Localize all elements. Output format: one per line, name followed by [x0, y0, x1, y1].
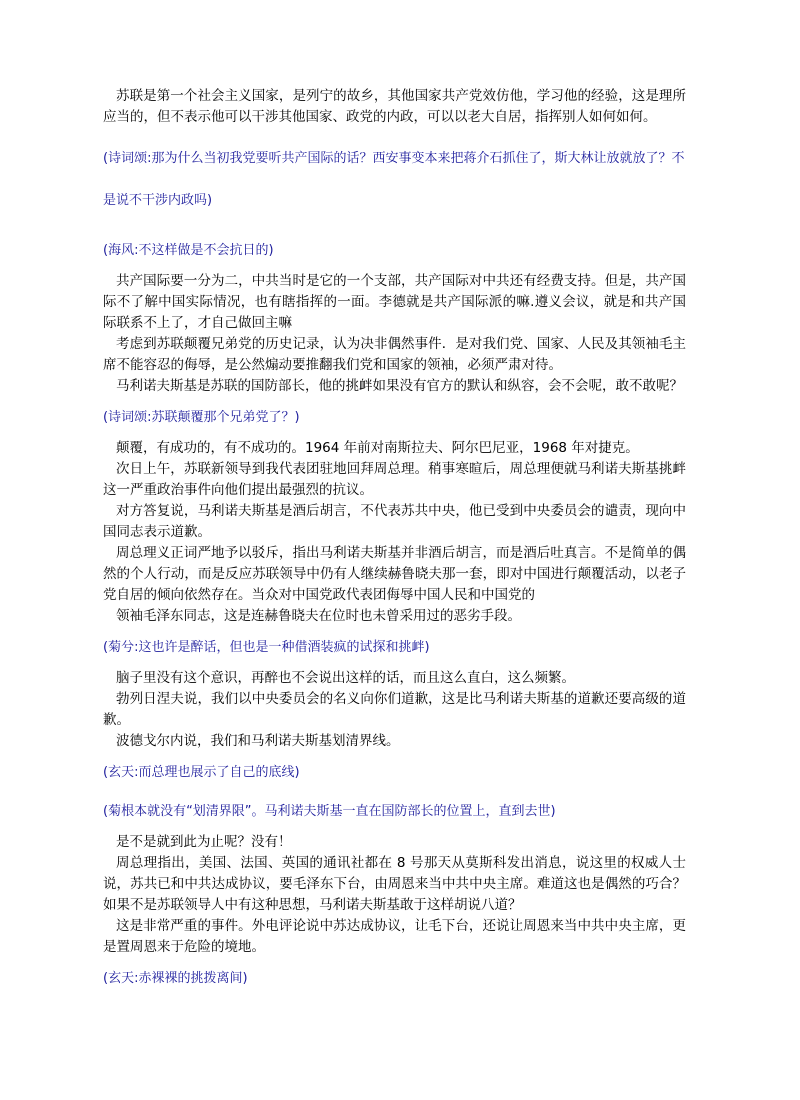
comment-ju: (菊根本就没有“划清界限”。马利诺夫斯基一直在国防部长的位置上，直到去世)	[103, 804, 556, 819]
comment-haifeng: (海风:不这样做是不会抗日的)	[103, 243, 274, 258]
comment-juxi: (菊兮:这也许是醉话，但也是一种借酒装疯的试探和挑衅)	[103, 640, 430, 655]
paragraph-7: 对方答复说，马利诺夫斯基是酒后胡言，不代表苏共中央，他已受到中央委员会的谴责，现向中国同志表示道歉。	[103, 503, 686, 540]
paragraph-9: 领袖毛泽东同志，这是连赫鲁晓夫在位时也未曾采用过的恶劣手段。	[116, 608, 521, 624]
paragraph-15: 这是非常严重的事件。外电评论说中苏达成协议，让毛下台，还说让周恩来当中共中央主席，更是置周恩来于危险的境地。	[103, 918, 686, 955]
paragraph-14: 周总理指出，美国、法国、英国的通讯社都在 8 号那天从莫斯科发出消息，说这里的权威人士说，苏共已和中共达成协议，要毛泽东下台，由周恩来当中共中央主席。难道这也是偶然的巧合？如果不是苏联领导人中有这种思想，马利诺夫斯基敢于这样胡说八道？	[103, 855, 686, 913]
comment-shicisong-2: (诗词颂:苏联颠覆那个兄弟党了？)	[103, 410, 300, 425]
paragraph-2: 共产国际要一分为二，中共当时是它的一个支部，共产国际对中共还有经费支持。但是，共产国际不了解中国实际情况，也有瞎指挥的一面。李德就是共产国际派的嘛.遵义会议，就是和共产国际联系不上了，才自己做回主嘛	[103, 273, 686, 331]
paragraph-6: 次日上午，苏联新领导到我代表团驻地回拜周总理。稍事寒暄后，周总理便就马利诺夫斯基挑衅这一严重政治事件向他们提出最强烈的抗议。	[103, 461, 686, 498]
comment-xuantian-1: (玄天:而总理也展示了自己的底线)	[103, 765, 300, 780]
paragraph-10: 脑子里没有这个意识，再醉也不会说出这样的话，而且这么直白，这么频繁。	[116, 670, 575, 686]
paragraph-13: 是不是就到此为止呢？没有！	[116, 834, 292, 850]
paragraph-5: 颠覆，有成功的，有不成功的。1964 年前对南斯拉夫、阿尔巴尼亚，1968 年对捷克。	[116, 440, 639, 456]
paragraph-3: 考虑到苏联颠覆兄弟党的历史记录，认为决非偶然事件．是对我们党、国家、人民及其领袖毛主席不能容忍的侮辱，是公然煽动要推翻我们党和国家的领袖，必须严肃对待。	[103, 336, 686, 373]
comment-xuantian-2: (玄天:赤裸裸的挑拨离间)	[103, 971, 248, 986]
paragraph-4: 马利诺夫斯基是苏联的国防部长，他的挑衅如果没有官方的默认和纵容，会不会呢，敢不敢呢？	[116, 378, 683, 394]
paragraph-1: 苏联是第一个社会主义国家，是列宁的故乡，其他国家共产党效仿他，学习他的经验，这是理所应当的，但不表示他可以干涉其他国家、政党的内政，可以以老大自居，指挥别人如何如何。	[103, 88, 686, 125]
paragraph-11: 勃列日涅夫说，我们以中央委员会的名义向你们道歉，这是比马利诺夫斯基的道歉还要高级的道歉。	[103, 691, 686, 728]
paragraph-8: 周总理义正词严地予以驳斥，指出马利诺夫斯基并非酒后胡言，而是酒后吐真言。不是简单的偶然的个人行动，而是反应苏联领导中仍有人继续赫鲁晓夫那一套，即对中国进行颠覆活动，以老子党自居的倾向依然存在。当众对中国党政代表团侮辱中国人民和中国党的	[103, 545, 686, 603]
paragraph-12: 波德戈尔内说，我们和马利诺夫斯基划清界线。	[116, 733, 400, 749]
comment-shicisong-1: (诗词颂:那为什么当初我党要听共产国际的话？西安事变本来把蒋介石抓住了，斯大林让放就放了？不是说不干涉内政吗)	[103, 151, 685, 208]
